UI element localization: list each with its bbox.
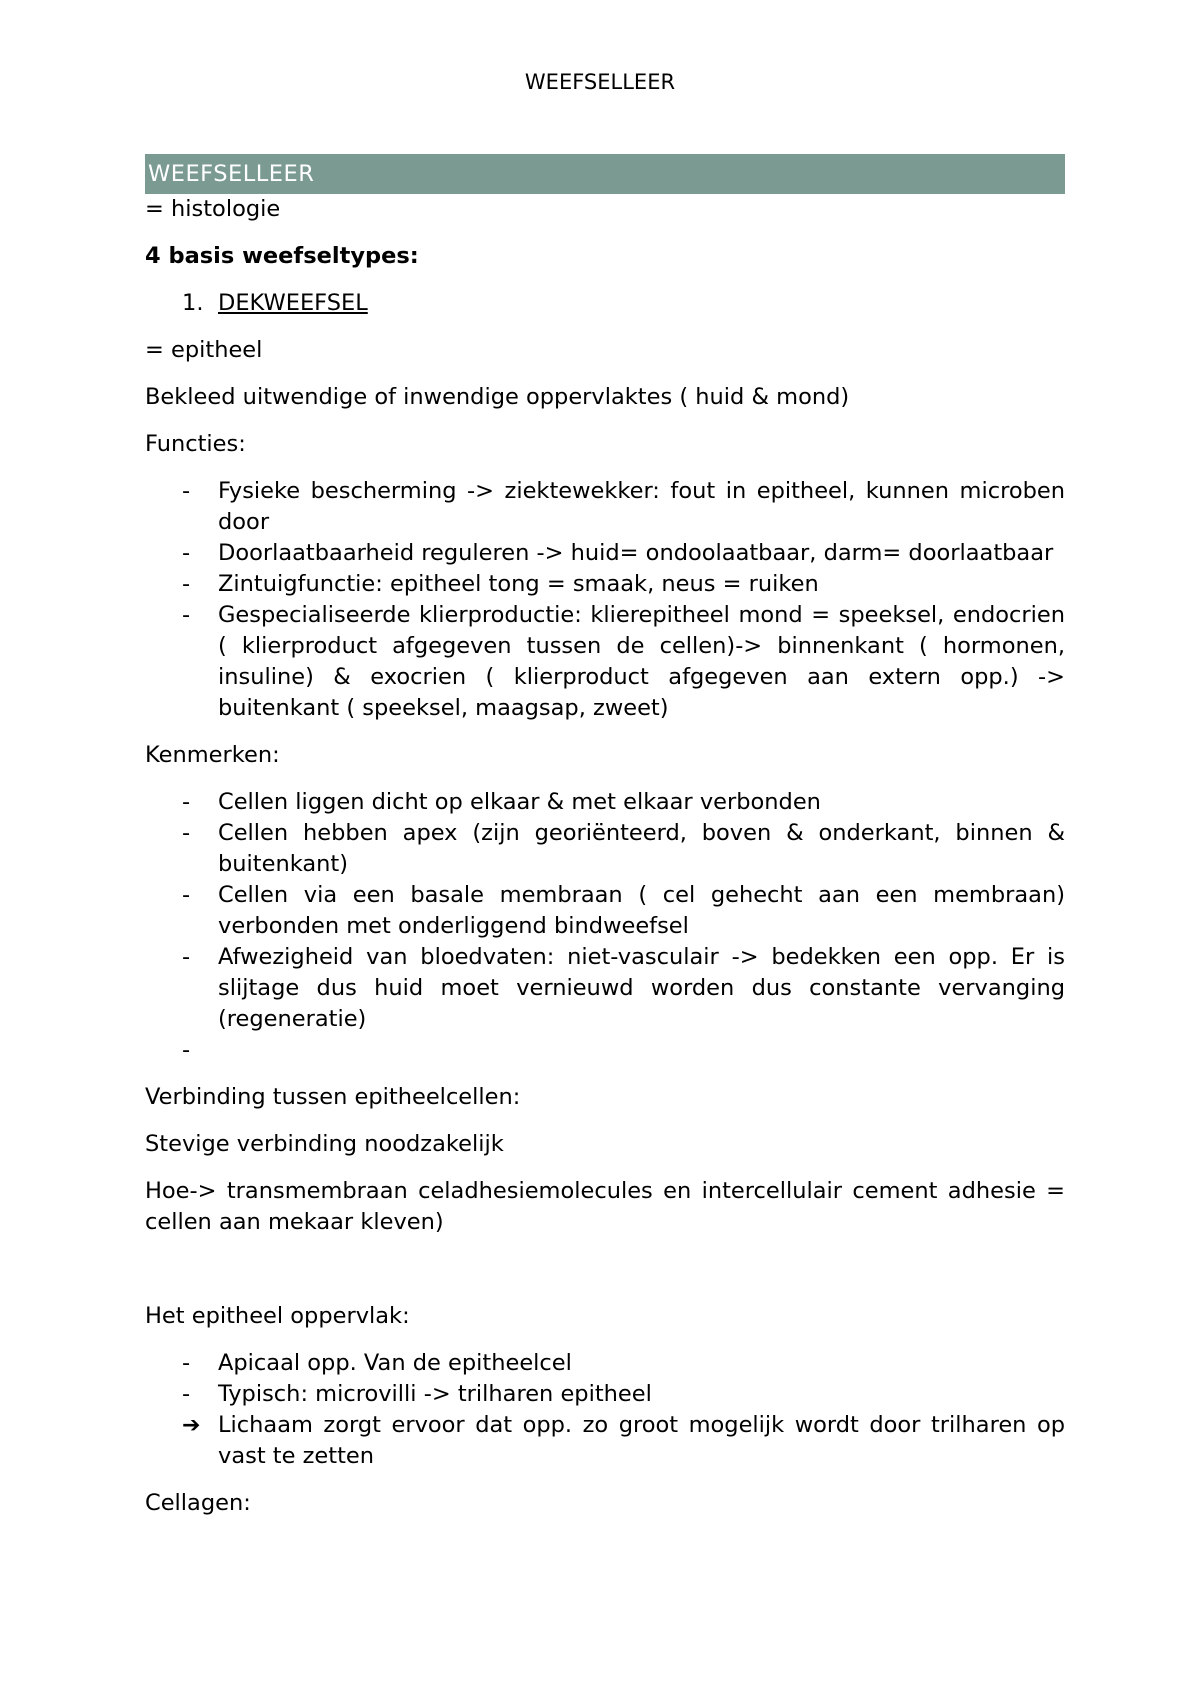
bekleed-line: Bekleed uitwendige of inwendige oppervlaktes ( huid & mond)	[145, 384, 850, 410]
list-item-arrow: ➔ Lichaam zorgt ervoor dat opp. zo groot mogelijk wordt door trilharen op vast te zetten	[145, 1410, 1065, 1472]
verbinding-title: Verbinding tussen epitheelcellen:	[145, 1084, 521, 1110]
kenmerken-list	[145, 787, 1065, 1066]
verbinding-line-1: Stevige verbinding noodzakelijk	[145, 1131, 504, 1157]
dash-marker: -	[182, 478, 191, 504]
list-item: - Cellen hebben apex (zijn georiënteerd, boven & onderkant, binnen & buitenkant)	[145, 818, 1065, 880]
running-header: WEEFSELLEER	[524, 70, 676, 94]
numbered-item	[182, 288, 1065, 319]
dash-marker: -	[182, 1350, 191, 1376]
arrow-icon: ➔	[182, 1413, 201, 1438]
section-heading: WEEFSELLEER	[145, 154, 1065, 194]
dash-marker: -	[182, 789, 191, 815]
dash-marker: -	[182, 1037, 191, 1063]
kenmerken-title: Kenmerken:	[145, 742, 280, 768]
dash-marker: -	[182, 602, 191, 628]
dash-marker: -	[182, 882, 191, 908]
dash-marker: -	[182, 571, 191, 597]
list-item: - Gespecialiseerde klierproductie: klierepitheel mond = speeksel, endocrien ( klierproduct afgegeven tussen de cellen)-> binnenkant ( hormonen, insuline) & exocrien ( klierproduct afgegeven aan extern opp.) -> buitenkant ( speeksel, maagsap, zweet)	[145, 600, 1065, 724]
oppervlak-list	[145, 1348, 1065, 1472]
oppervlak-title: Het epitheel oppervlak:	[145, 1303, 410, 1329]
list-item: - Afwezigheid van bloedvaten: niet-vasculair -> bedekken een opp. Er is slijtage dus huid moet vernieuwd worden dus constante vervanging (regeneratie)	[145, 942, 1065, 1035]
list-item: - Cellen via een basale membraan ( cel gehecht aan een membraan) verbonden met onderliggend bindweefsel	[145, 880, 1065, 942]
epitheel-line: = epitheel	[145, 337, 263, 363]
definition-line: = histologie	[145, 196, 281, 222]
cellagen-title: Cellagen:	[145, 1490, 251, 1516]
list-item: - Fysieke bescherming -> ziektewekker: fout in epitheel, kunnen microben door	[145, 476, 1065, 538]
dash-marker: -	[182, 540, 191, 566]
list-item: - Doorlaatbaarheid reguleren -> huid= ondoolaatbaar, darm= doorlaatbaar	[145, 538, 1065, 569]
dash-marker: -	[182, 820, 191, 846]
verbinding-line-2: Hoe-> transmembraan celadhesiemolecules en intercellulair cement adhesie = cellen aan mekaar kleven)	[145, 1178, 1065, 1235]
types-title: 4 basis weefseltypes:	[145, 243, 419, 269]
functies-list	[145, 476, 1065, 724]
dash-marker: -	[182, 1381, 191, 1407]
blank-line	[145, 1254, 1065, 1285]
list-item: - Cellen liggen dicht op elkaar & met elkaar verbonden	[145, 787, 1065, 818]
list-item-empty	[145, 1035, 1065, 1066]
dash-marker: -	[182, 944, 191, 970]
document-body	[145, 154, 1065, 1519]
item-title: DEKWEEFSEL	[218, 290, 368, 316]
list-item: - Apicaal opp. Van de epitheelcel	[145, 1348, 1065, 1379]
item-number: 1.	[182, 290, 204, 316]
functies-title: Functies:	[145, 431, 246, 457]
list-item: - Typisch: microvilli -> trilharen epitheel	[145, 1379, 1065, 1410]
list-item: - Zintuigfunctie: epitheel tong = smaak, neus = ruiken	[145, 569, 1065, 600]
